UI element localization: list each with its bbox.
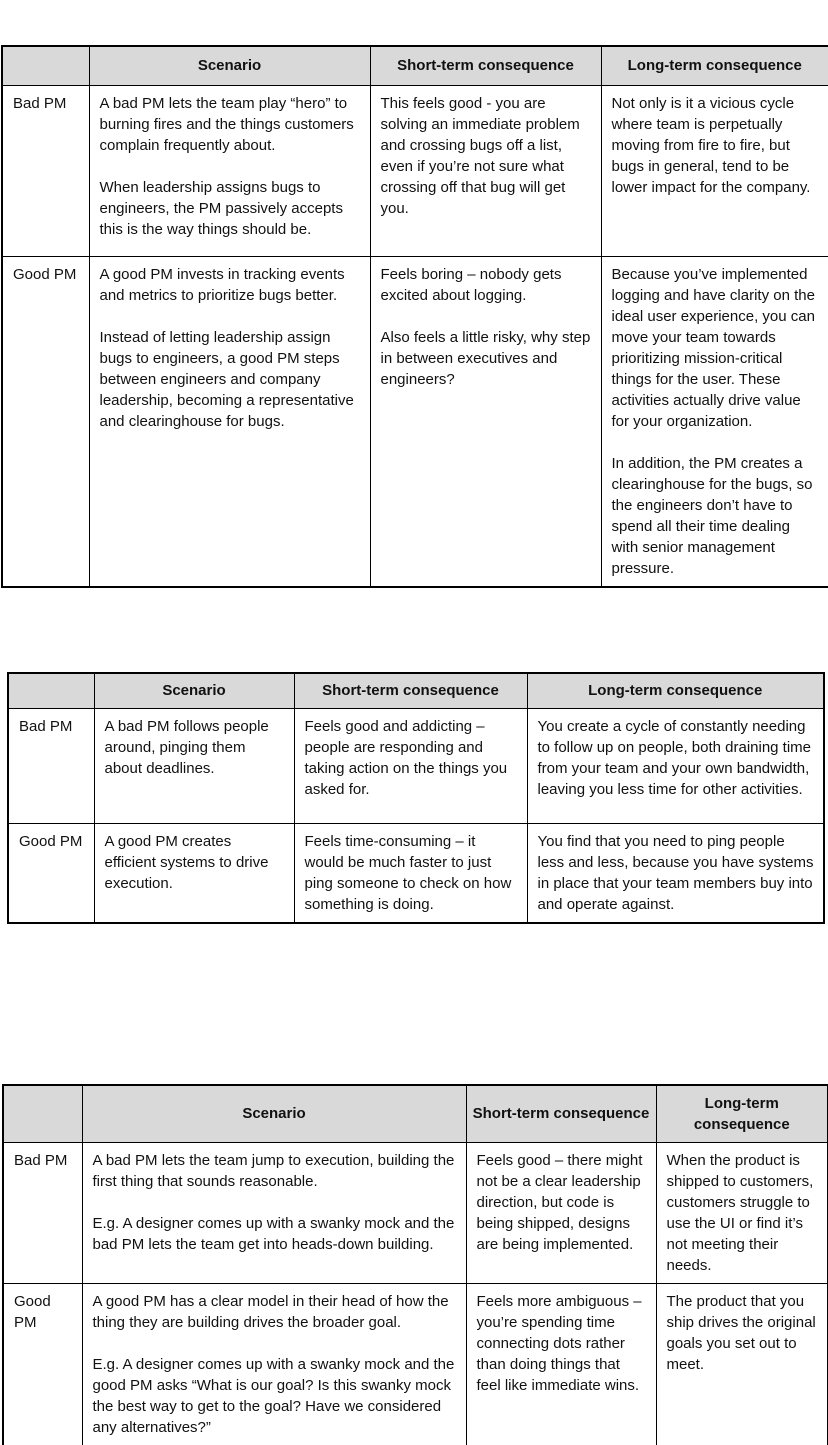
cell-short-term	[294, 708, 527, 823]
header-corner-cell	[8, 673, 94, 708]
cell-short-term	[370, 256, 601, 587]
cell-paragraph: The product that you ship drives the original goals you set out to meet.	[666, 1292, 816, 1373]
comparison-table-bugs	[1, 45, 828, 588]
cell-paragraph: Feels more ambiguous – you’re spending time connecting dots rather than doing things that feel like immediate wins.	[476, 1292, 642, 1394]
cell-paragraph: E.g. A designer comes up with a swanky mock and the good PM asks “What is our goal? Is this swanky mock the best way to get to the goal? Have we considered any alternatives?”	[92, 1355, 455, 1436]
header-corner-cell	[3, 1085, 82, 1142]
cell-scenario	[82, 1142, 466, 1283]
table-row-bad-pm	[3, 1142, 828, 1283]
cell-paragraph: Not only is it a vicious cycle where team is perpetually moving from fire to fire, but bugs in general, tend to be lower impact for the company.	[611, 94, 811, 196]
comparison-table-follow-up	[7, 672, 825, 924]
comparison-table-goals	[2, 1084, 828, 1445]
header-scenario: Scenario	[94, 673, 294, 708]
header-short-term: Short-term consequence	[294, 673, 527, 708]
table-header-row	[2, 46, 828, 85]
cell-paragraph: A bad PM lets the team jump to execution, building the first thing that sounds reasonable.	[92, 1151, 455, 1190]
cell-paragraph: E.g. A designer comes up with a swanky mock and the bad PM lets the team get into heads-down building.	[92, 1214, 455, 1253]
table-row-bad-pm	[8, 708, 824, 823]
cell-paragraph: Feels time-consuming – it would be much faster to just ping someone to check on how something is doing.	[304, 832, 512, 913]
table-row-good-pm	[8, 823, 824, 923]
cell-paragraph: You create a cycle of constantly needing to follow up on people, both draining time from your team and your own bandwidth, leaving you less time for other activities.	[537, 717, 812, 798]
table-header-row	[8, 673, 824, 708]
cell-scenario	[94, 708, 294, 823]
cell-scenario	[82, 1283, 466, 1445]
cell-paragraph: A good PM invests in tracking events and metrics to prioritize bugs better.	[99, 265, 345, 304]
cell-short-term	[466, 1283, 656, 1445]
header-long-term: Long-term consequence	[527, 673, 824, 708]
table-row-bad-pm	[2, 85, 828, 256]
cell-long-term	[601, 85, 828, 256]
header-long-term: Long-term consequence	[656, 1085, 828, 1142]
cell-long-term	[601, 256, 828, 587]
table-row-good-pm	[3, 1283, 828, 1445]
cell-long-term	[527, 708, 824, 823]
cell-long-term	[527, 823, 824, 923]
row-label-good-pm: Good PM	[2, 256, 89, 587]
cell-paragraph: Also feels a little risky, why step in between executives and engineers?	[380, 328, 591, 388]
cell-short-term	[294, 823, 527, 923]
cell-scenario	[89, 85, 370, 256]
row-label-bad-pm: Bad PM	[2, 85, 89, 256]
cell-scenario	[89, 256, 370, 587]
row-label-good-pm: Good PM	[8, 823, 94, 923]
cell-paragraph: You find that you need to ping people less and less, because you have systems in place that your team members buy into and operate against.	[537, 832, 814, 913]
header-short-term: Short-term consequence	[466, 1085, 656, 1142]
table-header-row	[3, 1085, 828, 1142]
cell-paragraph: A good PM creates efficient systems to drive execution.	[104, 832, 269, 892]
cell-paragraph: In addition, the PM creates a clearinghouse for the bugs, so the engineers don’t have to spend all their time dealing with senior management pressure.	[611, 454, 813, 577]
cell-paragraph: Feels boring – nobody gets excited about logging.	[380, 265, 562, 304]
cell-paragraph: Feels good – there might not be a clear leadership direction, but code is being shipped, designs are being implemented.	[476, 1151, 643, 1253]
cell-long-term	[656, 1142, 828, 1283]
row-label-bad-pm: Bad PM	[8, 708, 94, 823]
cell-short-term	[370, 85, 601, 256]
cell-paragraph: A good PM has a clear model in their head of how the thing they are building drives the broader goal.	[92, 1292, 449, 1331]
cell-paragraph: This feels good - you are solving an immediate problem and crossing bugs off a list, even if you’re not sure what crossing off that bug will get you.	[380, 94, 580, 217]
cell-paragraph: When leadership assigns bugs to engineers, the PM passively accepts this is the way things should be.	[99, 178, 343, 238]
cell-long-term	[656, 1283, 828, 1445]
cell-paragraph: Because you’ve implemented logging and have clarity on the ideal user experience, you can move your team towards prioritizing mission-critical things for the user. These activities actually drive value for your organization.	[611, 265, 815, 430]
header-short-term: Short-term consequence	[370, 46, 601, 85]
table-row-good-pm	[2, 256, 828, 587]
cell-paragraph: When the product is shipped to customers, customers struggle to use the UI or find it’s not meeting their needs.	[666, 1151, 814, 1274]
row-label-bad-pm: Bad PM	[3, 1142, 82, 1283]
header-long-term: Long-term consequence	[601, 46, 828, 85]
cell-paragraph: Feels good and addicting – people are responding and taking action on the things you asked for.	[304, 717, 508, 798]
header-corner-cell	[2, 46, 89, 85]
cell-paragraph: A bad PM follows people around, pinging them about deadlines.	[104, 717, 269, 777]
header-scenario: Scenario	[89, 46, 370, 85]
cell-paragraph: A bad PM lets the team play “hero” to burning fires and the things customers complain frequently about.	[99, 94, 354, 154]
cell-paragraph: Instead of letting leadership assign bugs to engineers, a good PM steps between engineers and company leadership, becoming a representative and clearinghouse for bugs.	[99, 328, 354, 430]
row-label-good-pm: Good PM	[3, 1283, 82, 1445]
header-scenario: Scenario	[82, 1085, 466, 1142]
cell-short-term	[466, 1142, 656, 1283]
cell-scenario	[94, 823, 294, 923]
